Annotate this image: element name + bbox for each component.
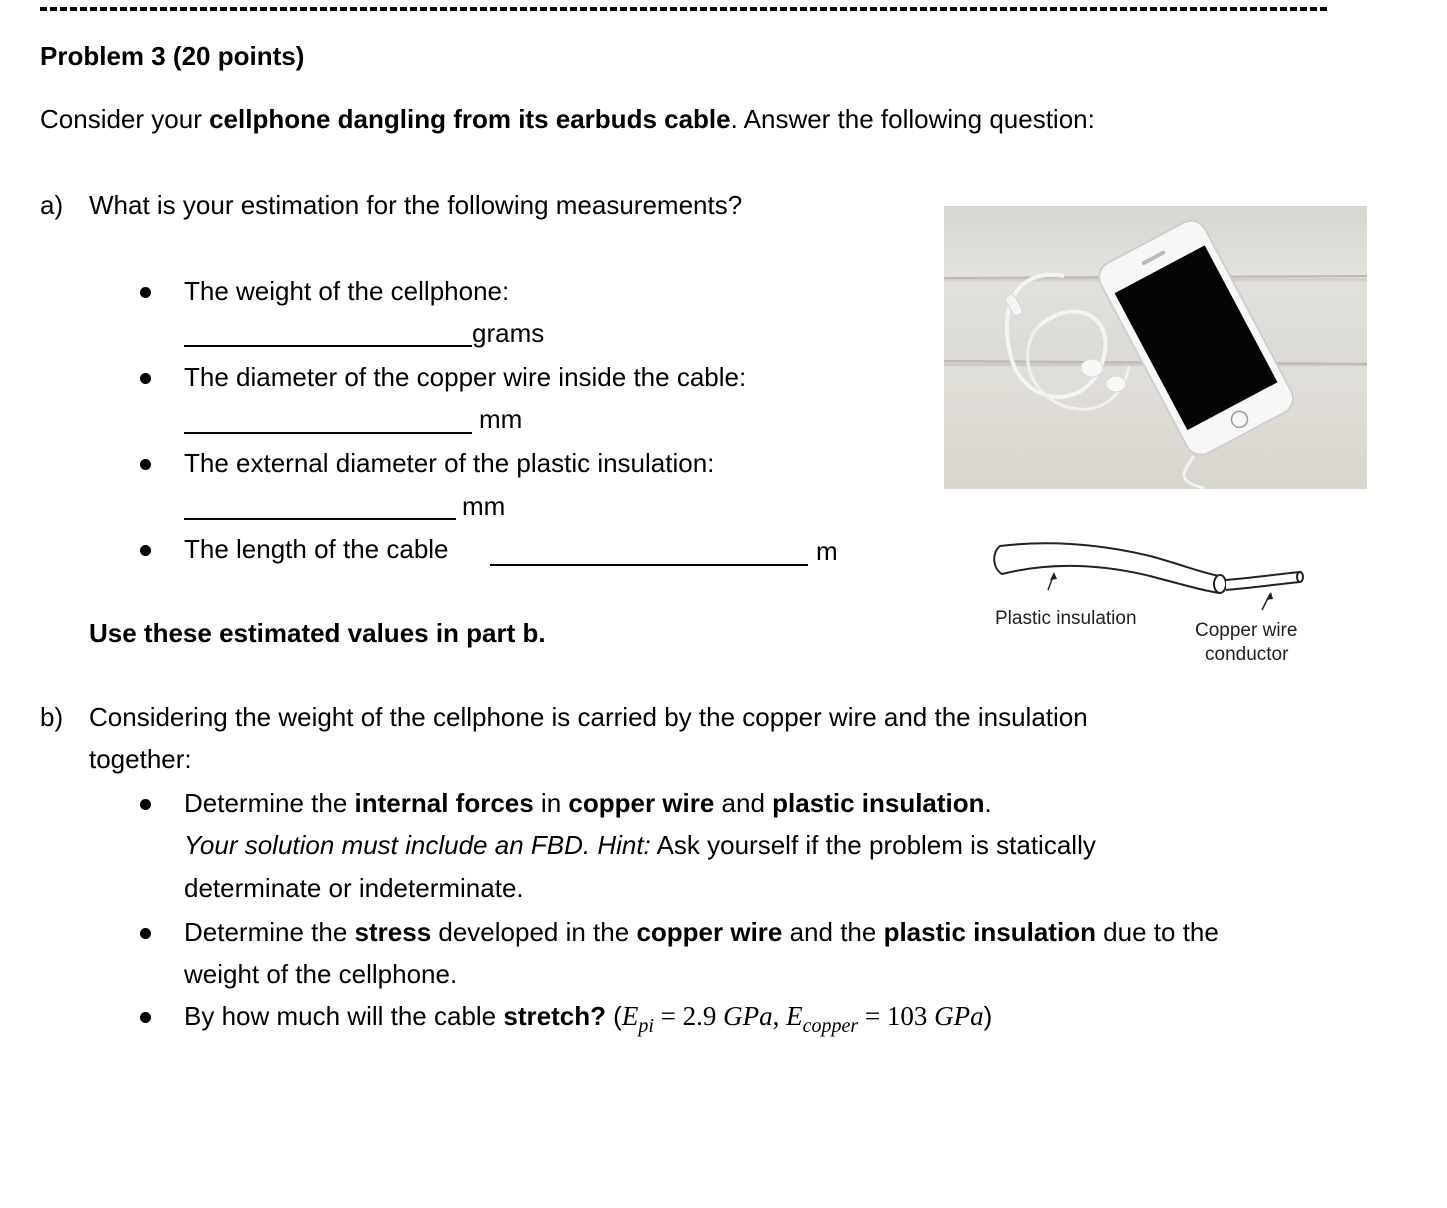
- cable-diagram: [990, 538, 1310, 618]
- bullet-icon: [140, 287, 151, 298]
- part-b-intro-line1: Considering the weight of the cellphone is carried by the copper wire and the insulation: [89, 702, 1088, 732]
- insulation-diameter-answer-blank[interactable]: [184, 518, 456, 520]
- weight-answer-blank[interactable]: [184, 345, 472, 347]
- internal-forces-task: Determine the internal forces in copper wire and plastic insulation.: [184, 788, 992, 818]
- insulation-diameter-unit: mm: [462, 491, 506, 521]
- wire-diameter-label: The diameter of the copper wire inside the cable:: [184, 362, 747, 392]
- part-b-intro-line2: together:: [89, 744, 192, 774]
- phone-earbuds-illustration: [944, 206, 1367, 489]
- bullet-icon: [140, 459, 151, 470]
- problem-intro: Consider your cellphone dangling from its earbuds cable. Answer the following question:: [40, 104, 1095, 134]
- copper-wire-label-line2: conductor: [1205, 644, 1289, 665]
- dashed-separator: [40, 7, 1330, 11]
- phone-earbuds-photo: [944, 206, 1367, 489]
- bullet-icon: [140, 1012, 151, 1023]
- weight-label: The weight of the cellphone:: [184, 276, 510, 306]
- weight-unit: grams: [472, 318, 545, 348]
- cable-length-label: The length of the cable: [184, 534, 449, 564]
- bullet-icon: [140, 545, 151, 556]
- wire-diameter-answer-blank[interactable]: [184, 432, 472, 434]
- cable-length-answer-blank[interactable]: [490, 564, 808, 566]
- insulation-diameter-label: The external diameter of the plastic insulation:: [184, 448, 715, 478]
- plastic-insulation-label: Plastic insulation: [995, 608, 1137, 629]
- part-a-marker: a): [40, 190, 64, 220]
- bullet-icon: [140, 928, 151, 939]
- fbd-hint-line2: determinate or indeterminate.: [184, 873, 524, 903]
- copper-wire-label-line1: Copper wire: [1195, 620, 1298, 641]
- bullet-icon: [140, 373, 151, 384]
- wire-diameter-unit: mm: [479, 404, 523, 434]
- stress-task: Determine the stress developed in the copper wire and the plastic insulation due to the: [184, 917, 1219, 947]
- stretch-task: By how much will the cable stretch? ($E_{pi} = 2.9$ GPa, $E_{copper} = 103$ GPa): [184, 1001, 993, 1037]
- stress-task-line2: weight of the cellphone.: [184, 959, 458, 989]
- problem-title: Problem 3 (20 points): [40, 41, 305, 71]
- part-a-question: What is your estimation for the following measurements?: [89, 190, 743, 220]
- part-a-note: Use these estimated values in part b.: [89, 618, 546, 648]
- part-b-marker: b): [40, 702, 64, 732]
- fbd-hint: Your solution must include an FBD. Hint: Ask yourself if the problem is statically: [184, 830, 1096, 860]
- cable-length-unit: m: [816, 536, 838, 566]
- bullet-icon: [140, 799, 151, 810]
